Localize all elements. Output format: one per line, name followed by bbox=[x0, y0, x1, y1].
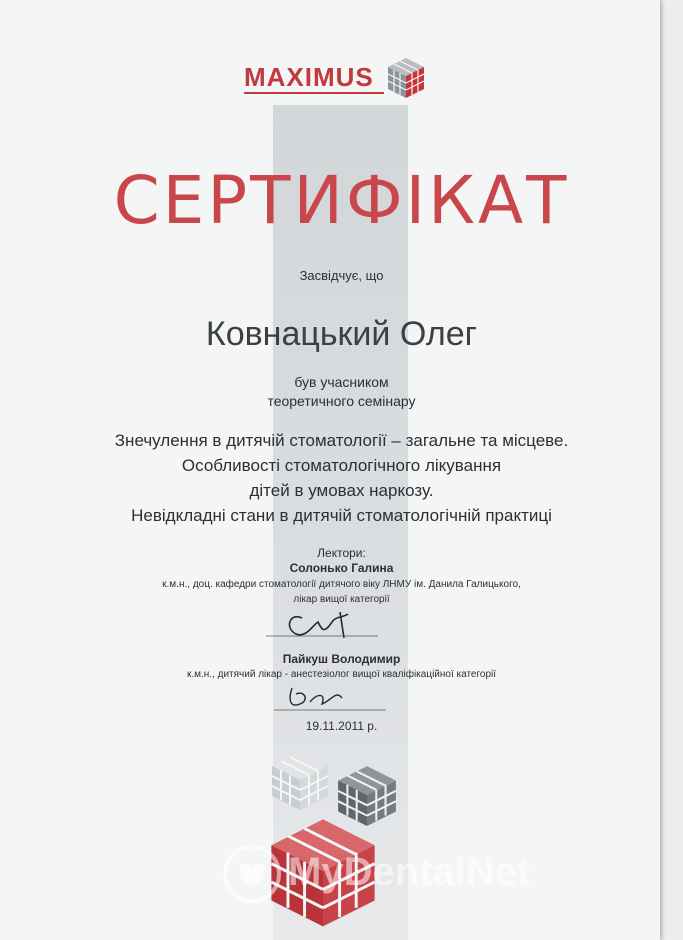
lecturer2-title: к.м.н., дитячий лікар - анестезіолог вищої кваліфікаційної категорії bbox=[186, 669, 497, 680]
participant-line2: теоретичного семінару bbox=[267, 393, 416, 409]
logo-text: MAXIMUS bbox=[244, 62, 374, 92]
topic-line3: дітей в умовах наркозу. bbox=[249, 481, 434, 500]
lecturer1-signature bbox=[262, 608, 382, 644]
logo-cube-icon bbox=[386, 56, 426, 100]
certificate-date: 19.11.2011 р. bbox=[305, 719, 378, 733]
lecturer1-name: Солонько Галина bbox=[289, 561, 394, 575]
watermark-heart-icon bbox=[222, 844, 282, 904]
topic-line1: Знечулення в дитячій стоматології – загальне та місцеве. bbox=[114, 431, 569, 450]
light-cube-icon bbox=[268, 748, 332, 812]
lecturer1-title2: лікар вищої категорії bbox=[293, 594, 390, 605]
maximus-logo bbox=[240, 56, 430, 104]
recipient-name: Ковнацький Олег bbox=[205, 315, 478, 353]
lecturer2-signature bbox=[270, 682, 390, 718]
watermark-text: MyDentalNet bbox=[288, 850, 531, 894]
topic-line2: Особливості стоматологічного лікування bbox=[181, 456, 502, 475]
certificate-title: СЕРТИФІКАТ bbox=[113, 162, 570, 239]
lecturer1-title1: к.м.н., доц. кафедри стоматології дитячого віку ЛНМУ ім. Данила Галицького, bbox=[162, 579, 521, 590]
lecturers-label: Лектори: bbox=[317, 546, 366, 560]
lecturer2-name: Пайкуш Володимир bbox=[282, 652, 401, 666]
certifies-text: Засвідчує, що bbox=[299, 268, 384, 283]
logo-underline bbox=[244, 92, 384, 94]
participant-line1: був учасником bbox=[294, 374, 389, 390]
topic-line4: Невідкладні стани в дитячій стоматологічній практиці bbox=[131, 506, 552, 525]
watermark bbox=[222, 838, 662, 918]
